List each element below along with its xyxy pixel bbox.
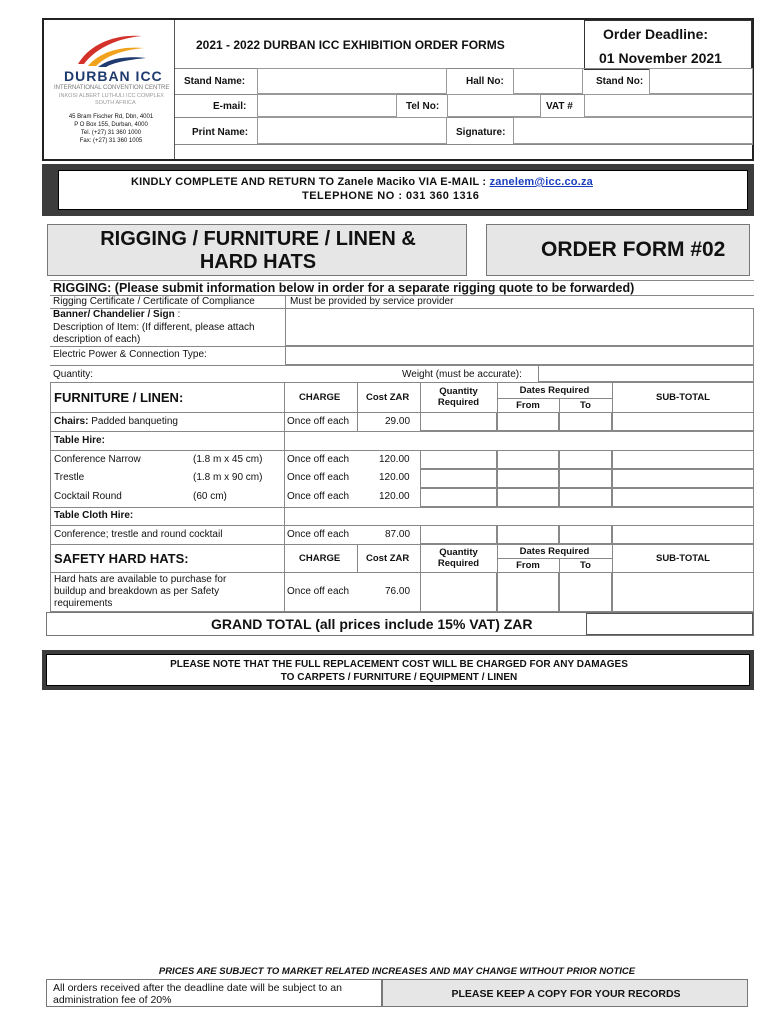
logo-subtitle-3: SOUTH AFRICA bbox=[95, 100, 136, 106]
hardhats-col-cost: Cost ZAR bbox=[366, 553, 410, 564]
keep-copy-box bbox=[382, 979, 748, 1007]
header-row-line bbox=[175, 144, 753, 145]
notice-email-link[interactable]: zanelem@icc.co.za bbox=[489, 176, 593, 188]
hardhats-col-subtotal: SUB-TOTAL bbox=[655, 553, 710, 564]
vat-label: VAT # bbox=[546, 101, 573, 112]
rigging-power-label: Electric Power & Connection Type: bbox=[53, 349, 207, 360]
hardhats-col-qty-2: Required bbox=[437, 558, 480, 569]
table-size: (60 cm) bbox=[193, 491, 227, 502]
furniture-col-qty-2: Required bbox=[437, 397, 480, 408]
hardhats-col-charge: CHARGE bbox=[299, 553, 341, 564]
rigging-cert-label: Rigging Certificate / Certificate of Compliance bbox=[53, 296, 255, 307]
cloth-quantity-input[interactable] bbox=[420, 525, 497, 544]
table-item: Conference Narrow bbox=[54, 454, 141, 465]
rigging-weight-label: Weight (must be accurate): bbox=[402, 369, 522, 380]
tel-no-field[interactable] bbox=[447, 94, 541, 117]
table-subtotal-field bbox=[612, 450, 754, 469]
damage-notice-line-2: TO CARPETS / FURNITURE / EQUIPMENT / LINEN bbox=[280, 672, 518, 683]
hardhats-heading: SAFETY HARD HATS: bbox=[54, 551, 189, 566]
rigging-banner-text: Banner/ Chandelier / Sign bbox=[53, 309, 175, 320]
stand-name-label: Stand Name: bbox=[184, 76, 246, 87]
form-title-line-1: RIGGING / FURNITURE / LINEN & bbox=[100, 228, 416, 250]
chairs-label-bold: Chairs: bbox=[54, 416, 89, 427]
dates-line bbox=[497, 398, 612, 399]
hall-no-label: Hall No: bbox=[466, 76, 504, 87]
order-form-number-box bbox=[486, 224, 750, 276]
grand-total-field bbox=[586, 613, 753, 635]
rigging-cert-note: Must be provided by service provider bbox=[290, 296, 454, 307]
hardhats-charge: Once off each bbox=[287, 586, 350, 597]
hardhats-cost: 76.00 bbox=[385, 586, 411, 597]
table-from-input[interactable] bbox=[497, 469, 559, 488]
hardhats-subtotal-field bbox=[612, 572, 754, 612]
cloth-cost: 87.00 bbox=[385, 529, 411, 540]
chairs-to-input[interactable] bbox=[559, 412, 612, 431]
logo-subtitle-2: INKOSI ALBERT LUTHULI ICC COMPLEX bbox=[59, 93, 164, 99]
form-series-title: 2021 - 2022 DURBAN ICC EXHIBITION ORDER FORMS bbox=[196, 38, 505, 52]
rigging-heading: RIGGING: (Please submit information below in order for a separate rigging quote to be forwarded) bbox=[53, 281, 635, 295]
col-line bbox=[420, 544, 421, 572]
row-line bbox=[50, 507, 754, 508]
cloth-subtotal-field bbox=[612, 525, 754, 544]
table-charge: Once off each bbox=[287, 491, 350, 502]
table-cost: 120.00 bbox=[379, 491, 410, 502]
table-subtotal-field bbox=[612, 488, 754, 507]
notice-line-2: TELEPHONE NO : 031 360 1316 bbox=[302, 190, 480, 202]
col-line bbox=[357, 382, 358, 431]
signature-label: Signature: bbox=[456, 127, 506, 138]
late-fee-line-1: All orders received after the deadline date will be subject to an bbox=[53, 982, 342, 994]
furniture-col-qty-1: Quantity bbox=[439, 386, 478, 397]
deadline-date: 01 November 2021 bbox=[599, 50, 722, 66]
address-line-1: 45 Bram Fischer Rd, Dbn, 4001 bbox=[68, 114, 154, 120]
furniture-col-to: To bbox=[580, 400, 591, 411]
hardhats-quantity-input[interactable] bbox=[420, 572, 497, 612]
notice-text: KINDLY COMPLETE AND RETURN TO Zanele Maciko VIA E-MAIL : bbox=[131, 176, 490, 188]
table-item: Cocktail Round bbox=[54, 491, 122, 502]
late-fee-box bbox=[46, 979, 382, 1007]
notice-inner bbox=[58, 170, 748, 210]
table-quantity-input[interactable] bbox=[420, 469, 497, 488]
rigging-banner-label bbox=[53, 309, 180, 320]
dates-line bbox=[497, 558, 612, 559]
stand-no-label: Stand No: bbox=[596, 76, 644, 87]
col-line bbox=[559, 558, 560, 572]
table-charge: Once off each bbox=[287, 454, 350, 465]
print-name-label: Print Name: bbox=[192, 127, 249, 138]
chairs-quantity-input[interactable] bbox=[420, 412, 497, 431]
form-title-line-2: HARD HATS bbox=[199, 251, 317, 273]
furniture-col-cost: Cost ZAR bbox=[366, 392, 410, 403]
table-charge: Once off each bbox=[287, 472, 350, 483]
rigging-weight-field[interactable] bbox=[538, 365, 754, 382]
col-line bbox=[284, 382, 285, 612]
durban-icc-logo-mark bbox=[70, 26, 150, 68]
table-from-input[interactable] bbox=[497, 450, 559, 469]
chairs-charge: Once off each bbox=[287, 416, 350, 427]
email-label: E-mail: bbox=[213, 101, 247, 112]
row-line bbox=[50, 544, 754, 545]
prices-note: PRICES ARE SUBJECT TO MARKET RELATED INCREASES AND MAY CHANGE WITHOUT PRIOR NOTICE bbox=[158, 966, 636, 977]
rigging-quantity-label: Quantity: bbox=[53, 369, 94, 380]
stand-name-field[interactable] bbox=[257, 68, 447, 94]
damage-notice-line-1: PLEASE NOTE THAT THE FULL REPLACEMENT COST WILL BE CHARGED FOR ANY DAMAGES bbox=[170, 659, 628, 670]
cloth-hire-heading: Table Cloth Hire: bbox=[54, 510, 134, 521]
table-hire-heading: Table Hire: bbox=[54, 435, 105, 446]
hardhats-col-dates: Dates Required bbox=[519, 546, 590, 557]
furniture-col-dates: Dates Required bbox=[519, 385, 590, 396]
print-name-field[interactable] bbox=[257, 117, 447, 144]
chairs-cost: 29.00 bbox=[385, 416, 411, 427]
col-line bbox=[497, 544, 498, 572]
logo-name: DURBAN ICC bbox=[64, 68, 163, 84]
hardhats-col-from: From bbox=[516, 560, 540, 571]
cloth-charge: Once off each bbox=[287, 529, 350, 540]
furniture-col-charge: CHARGE bbox=[299, 392, 341, 403]
rigging-desc-line-2: description of each) bbox=[53, 334, 141, 345]
hardhats-desc-line-3: requirements bbox=[54, 598, 113, 609]
hardhats-desc-line-1: Hard hats are available to purchase for bbox=[54, 574, 227, 585]
table-to-input[interactable] bbox=[559, 450, 612, 469]
stand-no-field[interactable] bbox=[649, 68, 753, 94]
table-quantity-input[interactable] bbox=[420, 450, 497, 469]
hardhats-from-input[interactable] bbox=[497, 572, 559, 612]
hardhats-col-to: To bbox=[580, 560, 591, 571]
table-to-input[interactable] bbox=[559, 469, 612, 488]
table-size: (1.8 m x 45 cm) bbox=[193, 454, 263, 465]
address-line-2: P O Box 155, Durban, 4000 bbox=[74, 122, 148, 128]
furniture-col-from: From bbox=[516, 400, 540, 411]
email-field[interactable] bbox=[257, 94, 397, 117]
cloth-to-input[interactable] bbox=[559, 525, 612, 544]
deadline-box bbox=[584, 20, 752, 70]
rigging-banner-colon: : bbox=[174, 309, 181, 320]
grand-total-label: GRAND TOTAL (all prices include 15% VAT) ZAR bbox=[211, 616, 533, 632]
damage-notice-inner bbox=[46, 654, 750, 686]
table-size: (1.8 m x 90 cm) bbox=[193, 472, 263, 483]
notice-line-1 bbox=[131, 176, 593, 188]
cloth-from-input[interactable] bbox=[497, 525, 559, 544]
rigging-power-field[interactable] bbox=[285, 346, 754, 365]
deadline-label: Order Deadline: bbox=[603, 26, 709, 42]
chairs-subtotal-field bbox=[612, 412, 754, 431]
tel-no-label: Tel No: bbox=[406, 101, 440, 112]
rigging-col-line bbox=[285, 295, 286, 308]
logo-subtitle-1: INTERNATIONAL CONVENTION CENTRE bbox=[54, 85, 170, 91]
header-divider bbox=[174, 20, 175, 159]
table-quantity-input[interactable] bbox=[420, 488, 497, 507]
col-line bbox=[357, 544, 358, 572]
late-fee-line-2: administration fee of 20% bbox=[53, 994, 172, 1006]
hardhats-desc-line-2: buildup and breakdown as per Safety bbox=[54, 586, 220, 597]
col-line bbox=[612, 544, 613, 572]
logo-area bbox=[50, 22, 172, 156]
table-from-input[interactable] bbox=[497, 488, 559, 507]
hall-no-field[interactable] bbox=[513, 68, 583, 94]
table-cost: 120.00 bbox=[379, 454, 410, 465]
chairs-desc: Padded banqueting bbox=[88, 416, 178, 427]
rigging-desc-line-1: Description of Item: (If different, please attach bbox=[53, 322, 255, 333]
hardhats-to-input[interactable] bbox=[559, 572, 612, 612]
form-title-box bbox=[47, 224, 467, 276]
order-form-number: ORDER FORM #02 bbox=[541, 238, 726, 261]
chairs-label bbox=[54, 416, 178, 427]
table-to-input[interactable] bbox=[559, 488, 612, 507]
signature-field[interactable] bbox=[513, 117, 753, 144]
rigging-description-field[interactable] bbox=[285, 308, 754, 346]
keep-copy-text: PLEASE KEEP A COPY FOR YOUR RECORDS bbox=[451, 988, 681, 1000]
table-subtotal-field bbox=[612, 469, 754, 488]
chairs-from-input[interactable] bbox=[497, 412, 559, 431]
cloth-item: Conference; trestle and round cocktail bbox=[54, 529, 223, 540]
furniture-col-subtotal: SUB-TOTAL bbox=[655, 392, 710, 403]
furniture-heading: FURNITURE / LINEN: bbox=[54, 390, 184, 405]
hardhats-col-qty-1: Quantity bbox=[439, 547, 478, 558]
vat-field[interactable] bbox=[584, 94, 753, 117]
table-cost: 120.00 bbox=[379, 472, 410, 483]
address-line-3: Tel. (+27) 31 360 1000 bbox=[80, 130, 142, 136]
row-line bbox=[50, 431, 754, 432]
table-item: Trestle bbox=[54, 472, 85, 483]
address-line-4: Fax: (+27) 31 360 1005 bbox=[79, 138, 143, 144]
